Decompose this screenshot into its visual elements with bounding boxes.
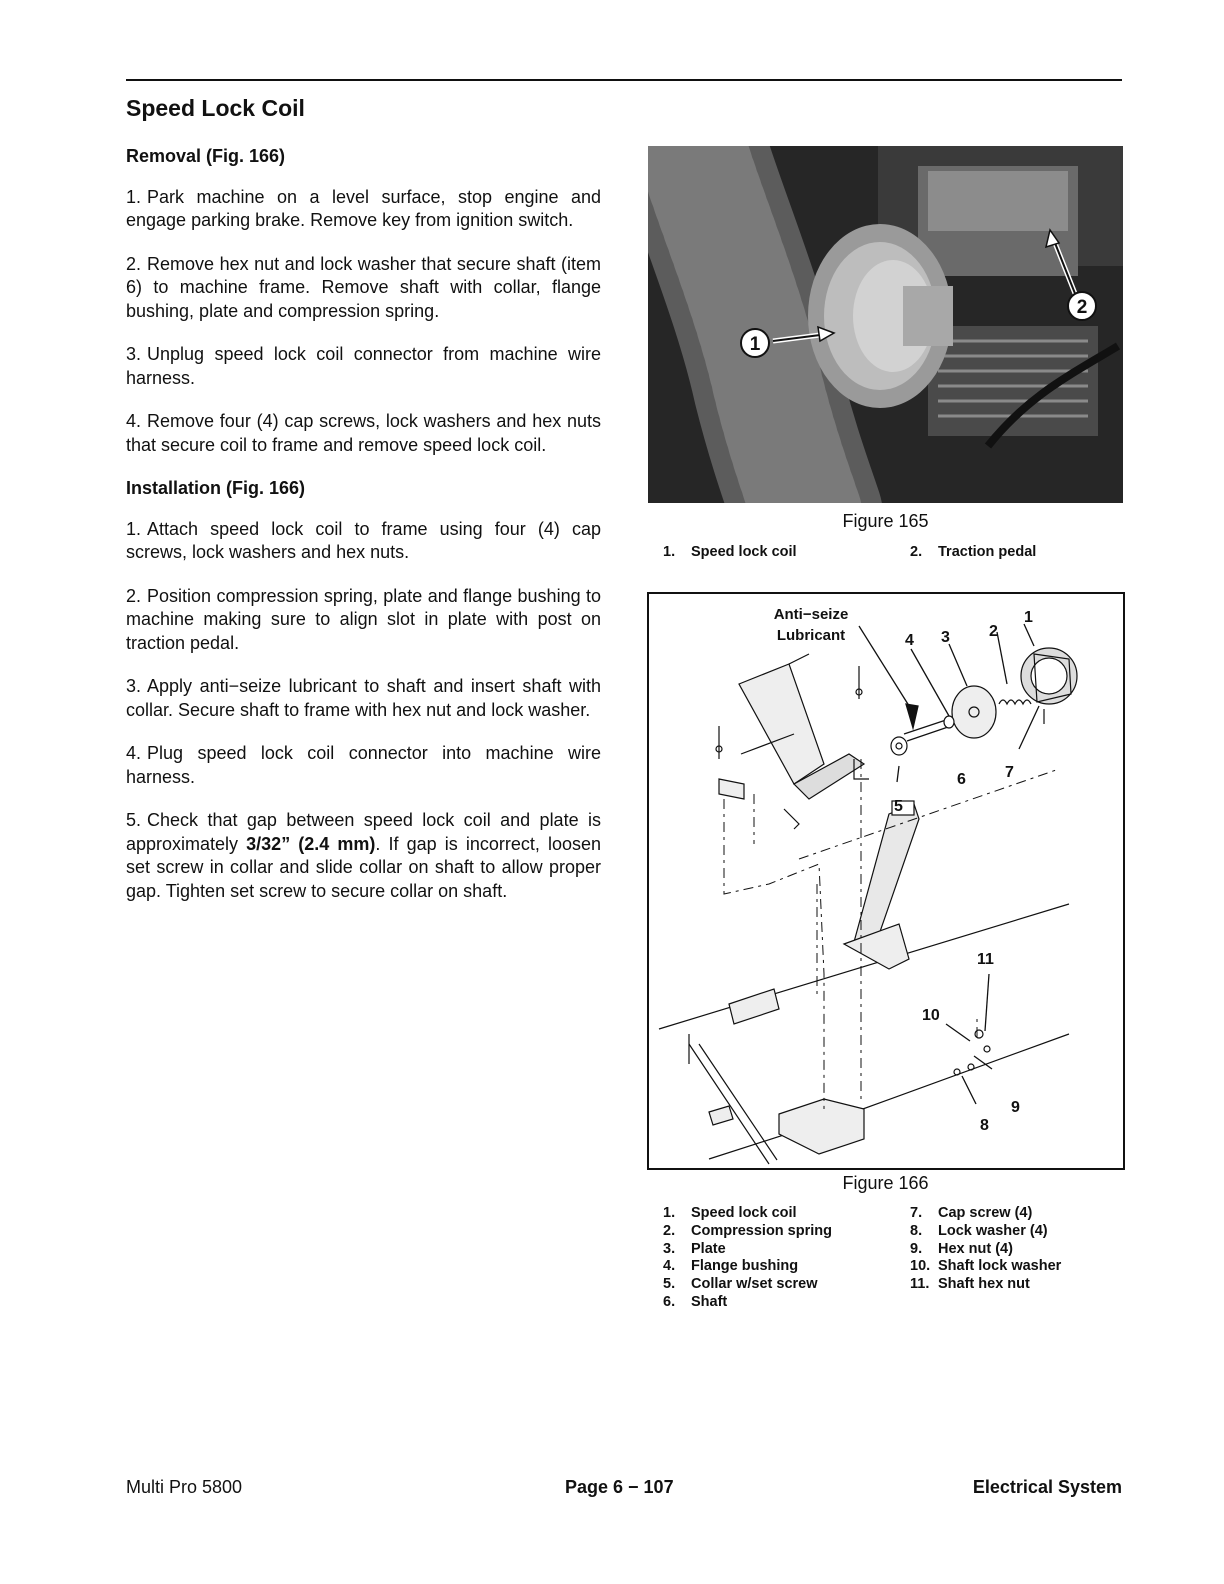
- annotation-text: Lubricant: [776, 627, 846, 644]
- diagram-callout: 4: [905, 632, 914, 649]
- figure-166-caption: Figure 166: [842, 1173, 929, 1193]
- installation-step: 3. Apply anti−seize lubricant to shaft and insert shaft with collar. Secure shaft to frame with hex nut and lock washer.: [126, 676, 601, 720]
- legend-item: 2. Compression spring: [663, 1222, 832, 1239]
- diagram-callout: 3: [941, 629, 950, 646]
- photo-callout: 2: [1076, 297, 1088, 318]
- instructions-column: [126, 145, 601, 923]
- figure-166-diagram: [647, 592, 1125, 1170]
- removal-step: 1. Park machine on a level surface, stop engine and engage parking brake. Remove key from ignition switch.: [126, 186, 601, 230]
- legend-item: 4. Flange bushing: [663, 1258, 799, 1275]
- installation-step: 1. Attach speed lock coil to frame using four (4) cap screws, lock washers and hex nuts.: [126, 518, 601, 562]
- figure-166-legend-right: [910, 1205, 1061, 1294]
- figure-165-caption: Figure 165: [842, 511, 929, 531]
- figure-165-photo-drawing: [648, 146, 1123, 503]
- diagram-callout: 10: [922, 1007, 940, 1024]
- legend-item: 8. Lock washer (4): [910, 1222, 1048, 1239]
- diagram-callout: 11: [977, 951, 994, 968]
- diagram-callout: 7: [1005, 764, 1014, 781]
- footer-product: Multi Pro 5800: [126, 1477, 243, 1497]
- installation-step: 4. Plug speed lock coil connector into machine wire harness.: [126, 743, 601, 787]
- legend-item: 3. Plate: [663, 1240, 726, 1257]
- footer-page-number: Page 6 − 107: [565, 1477, 674, 1497]
- diagram-callout: 1: [1024, 609, 1033, 626]
- figure-165-legend-left: [663, 544, 797, 562]
- removal-step: 3. Unplug speed lock coil connector from machine wire harness.: [126, 344, 601, 388]
- footer-section: Electrical System: [972, 1477, 1122, 1497]
- figure-165-photo: [648, 146, 1123, 503]
- removal-heading: Removal (Fig. 166): [126, 146, 286, 166]
- section-title: Speed Lock Coil: [126, 95, 305, 121]
- annotation-text: Anti−seize: [773, 606, 849, 623]
- legend-item: 10. Shaft lock washer: [910, 1258, 1062, 1275]
- diagram-callout: 5: [894, 798, 903, 815]
- legend-item: 5. Collar w/set screw: [663, 1276, 818, 1293]
- legend-item: 9. Hex nut (4): [910, 1240, 1013, 1257]
- legend-item: 11. Shaft hex nut: [910, 1276, 1030, 1293]
- figure-166-legend-left: [663, 1205, 832, 1312]
- legend-item: 6. Shaft: [663, 1293, 728, 1310]
- removal-step: 2. Remove hex nut and lock washer that secure shaft (item 6) to machine frame. Remove shaft with collar, flange bushing, plate and compression spring.: [126, 253, 601, 321]
- diagram-callout: 2: [989, 623, 998, 640]
- diagram-callout: 6: [957, 771, 966, 788]
- legend-item: 7. Cap screw (4): [910, 1205, 1033, 1221]
- installation-heading: Installation (Fig. 166): [126, 478, 306, 498]
- figure-165-legend-right: [910, 544, 1036, 562]
- diagram-callout: 9: [1011, 1099, 1020, 1116]
- figure-166-drawing: [649, 594, 1123, 1168]
- removal-step: 4. Remove four (4) cap screws, lock washers and hex nuts that secure coil to frame and remove speed lock coil.: [126, 411, 601, 455]
- diagram-callout: 8: [980, 1117, 989, 1134]
- installation-step: 2. Position compression spring, plate and flange bushing to machine making sure to align slot in plate with post on traction pedal.: [126, 585, 601, 653]
- photo-callout: 1: [749, 334, 761, 355]
- legend-item: 1. Speed lock coil: [663, 1205, 797, 1221]
- legend-item: 2. Traction pedal: [910, 544, 1037, 560]
- header-rule: [126, 79, 1122, 81]
- legend-item: 1. Speed lock coil: [663, 544, 797, 560]
- installation-step: 5. Check that gap between speed lock coil and plate is approximately 3/32” (2.4 mm). If gap is incorrect, loosen set screw in collar and slide collar on shaft to allow proper gap. Tighten set screw to secure collar on shaft.: [126, 810, 601, 901]
